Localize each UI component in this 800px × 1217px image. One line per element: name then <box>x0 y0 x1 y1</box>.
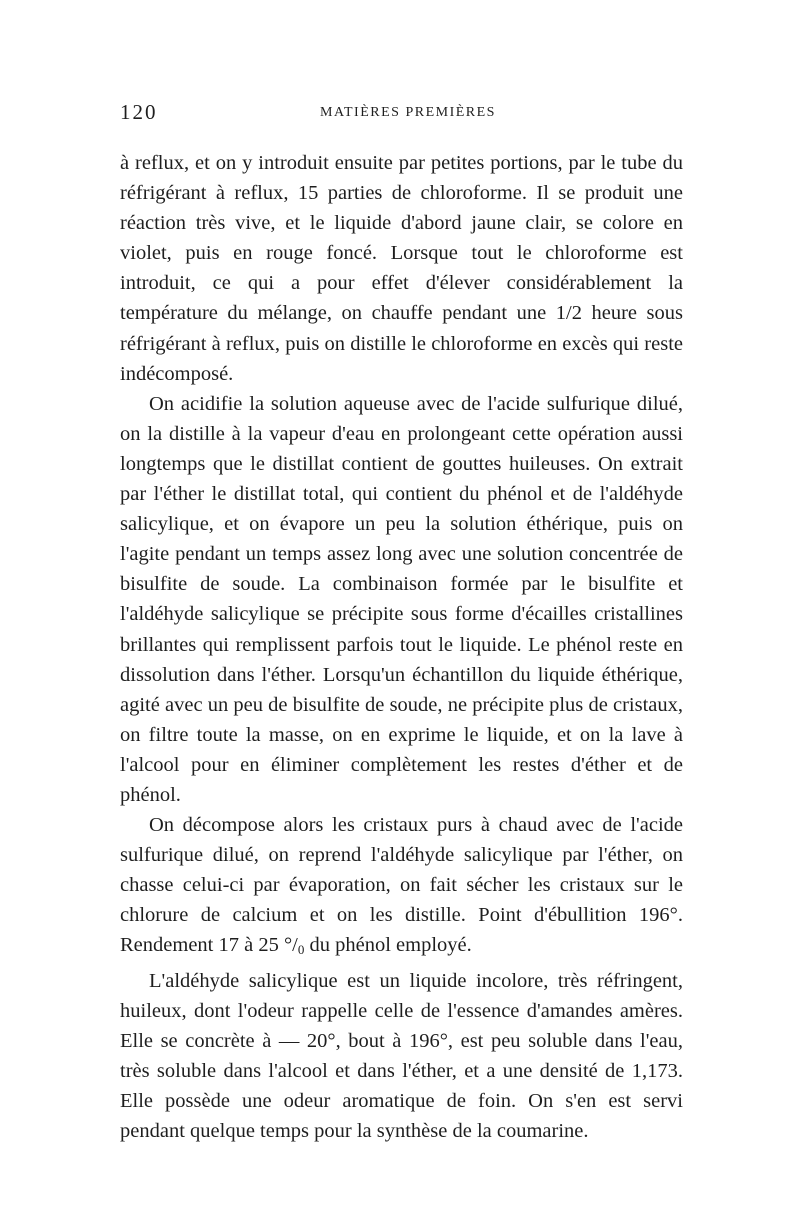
page-header <box>120 100 680 130</box>
paragraph-2: On acidifie la solution aqueuse avec de l'acide sulfurique dilué, on la distille à la vapeur d'eau en prolongeant cette opération aussi longtemps que le distillat contient de gouttes huileuses. On extrait par l'éther le distillat total, qui contient du phénol et de l'aldéhyde salicylique, et on évapore un peu la solution éthérique, puis on l'agite pendant un temps assez long avec une solution concentrée de bisulfite de soude. La combinaison formée par le bisulfite et l'aldéhyde salicylique se précipite sous forme d'écailles cristallines brillantes qui remplissent parfois tout le liquide. Le phénol reste en dissolution dans l'éther. Lorsqu'un échantillon du liquide éthérique, agité avec un peu de bisulfite de soude, ne précipite plus de cristaux, on filtre toute la masse, on en exprime le liquide, et on la lave à l'alcool pour en éliminer complètement les restes d'éther et de phénol. <box>120 392 683 806</box>
paragraph-1: à reflux, et on y introduit ensuite par petites portions, par le tube du réfrigérant à reflux, 15 parties de chloroforme. Il se produit une réaction très vive, et le liquide d'abord jaune clair, se colore en violet, puis en rouge foncé. Lorsque tout le chloroforme est introduit, ce qui a pour effet d'élever considérablement la température du mélange, on chauffe pendant une 1/2 heure sous réfrigérant à reflux, puis on distille le chloroforme en excès qui reste indécomposé. <box>120 152 683 385</box>
percent-numerator: °/ <box>283 934 298 957</box>
paragraph-3 <box>120 810 683 965</box>
page-number: 120 <box>120 100 158 124</box>
percent-sign <box>284 934 304 956</box>
paragraph-4: L'aldéhyde salicylique est un liquide incolore, très réfringent, huileux, dont l'odeur rappelle celle de l'essence d'amandes amères. Elle se concrète à — 20°, bout à 196°, est peu soluble dans l'eau, très soluble dans l'alcool et dans l'éther, et a une densité de 1,173. Elle possède une odeur aromatique de foin. On s'en est servi pendant quelque temps pour la synthèse de la coumarine. <box>120 969 683 1142</box>
running-title: MATIÈRES PREMIÈRES <box>320 105 496 120</box>
paragraph-3-tail: du phénol employé. <box>304 934 472 957</box>
body-text <box>120 148 683 1146</box>
percent-denominator: 0 <box>297 942 305 958</box>
paragraph-3-text: On décompose alors les cristaux purs à chaud avec de l'acide sulfurique dilué, on reprend l'aldéhyde salicylique par l'éther, on chasse celui-ci par évaporation, on fait sécher les cristaux sur le chlorure de calcium et on les distille. Point d'ébullition 196°. Rendement 17 à 25 <box>120 814 683 957</box>
